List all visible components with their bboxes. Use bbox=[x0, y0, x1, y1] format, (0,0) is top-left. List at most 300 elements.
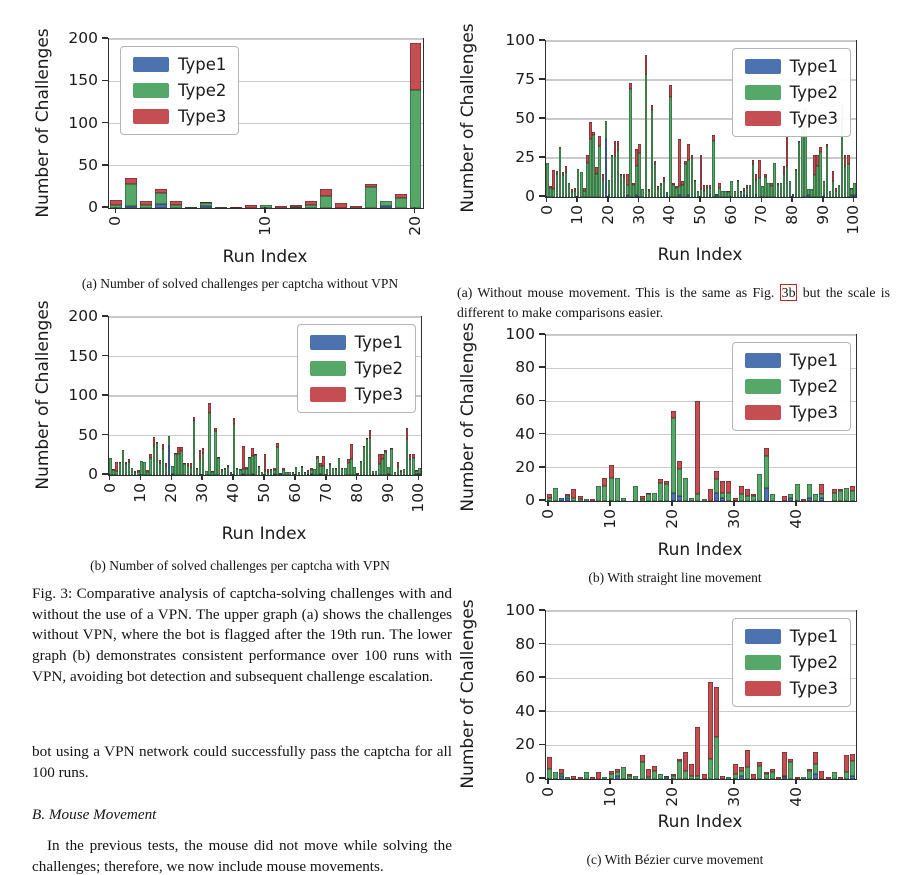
bar-segment-type2 bbox=[645, 74, 647, 197]
bar-segment-type3 bbox=[675, 186, 677, 188]
bar-segment-type3 bbox=[838, 777, 843, 779]
bar-segment-type3 bbox=[384, 450, 386, 452]
x-tick-label: 70 bbox=[752, 205, 771, 225]
x-tick-label: 90 bbox=[813, 205, 832, 225]
figure-4a-caption-text-end: but the scale is different to make comparisons easier. bbox=[457, 285, 891, 320]
bar-segment-type2 bbox=[823, 181, 825, 195]
bar-segment-type3 bbox=[208, 403, 210, 412]
bar-segment-type2 bbox=[853, 183, 855, 195]
bar-segment-type2 bbox=[764, 456, 769, 488]
x-tick-mark bbox=[853, 196, 855, 202]
bar-segment-type2 bbox=[702, 499, 707, 501]
x-axis-label: Run Index bbox=[221, 524, 307, 544]
bar-segment-type3 bbox=[590, 777, 595, 779]
bar-segment-type3 bbox=[737, 180, 739, 182]
bar-segment-type3 bbox=[669, 85, 671, 97]
x-axis-label: Run Index bbox=[657, 540, 743, 560]
bar-segment-type3 bbox=[598, 136, 600, 145]
y-tick-label: 100 bbox=[505, 601, 535, 619]
bar-segment-type3 bbox=[149, 454, 151, 458]
bar-segment-type3 bbox=[739, 486, 744, 494]
legend-swatch-type1 bbox=[745, 59, 781, 74]
bar-segment-type2 bbox=[285, 472, 287, 475]
legend-label: Type2 bbox=[354, 359, 403, 378]
gridline bbox=[546, 40, 856, 41]
x-tick-mark bbox=[669, 196, 671, 202]
legend-label: Type2 bbox=[789, 377, 838, 396]
bar-segment-type3 bbox=[589, 122, 591, 139]
bar-segment-type2 bbox=[384, 452, 386, 475]
bar-segment-type3 bbox=[329, 463, 331, 465]
bar-segment-type3 bbox=[819, 147, 821, 152]
bar-segment-type3 bbox=[609, 465, 614, 478]
bar-segment-type3 bbox=[850, 486, 855, 491]
bar-segment-type1 bbox=[372, 474, 374, 475]
figure-4a-caption bbox=[457, 283, 890, 323]
bar-segment-type3 bbox=[847, 155, 849, 164]
y-tick-label: 100 bbox=[68, 386, 98, 404]
bar-segment-type2 bbox=[305, 205, 317, 208]
bar-segment-type1 bbox=[850, 776, 855, 779]
bar-segment-type2 bbox=[180, 451, 182, 475]
bar-segment-type2 bbox=[780, 183, 782, 197]
bar-segment-type3 bbox=[677, 461, 682, 469]
bar-segment-type2 bbox=[410, 90, 422, 208]
paragraph-vpn-continuation: bot using a VPN network could successfully pass the captcha for all 100 runs. bbox=[32, 743, 452, 781]
y-tick-label: 100 bbox=[505, 31, 535, 49]
legend-swatch-type1 bbox=[745, 353, 781, 368]
bar-segment-type3 bbox=[211, 471, 213, 472]
bar-segment-type2 bbox=[829, 191, 831, 197]
bar-segment-type2 bbox=[739, 771, 744, 776]
x-tick-mark bbox=[638, 196, 640, 202]
y-tick-label: 150 bbox=[68, 346, 98, 365]
legend-swatch-type2 bbox=[745, 655, 781, 670]
bar-segment-type3 bbox=[562, 172, 564, 175]
bar-segment-type2 bbox=[807, 189, 809, 195]
bar-segment-type2 bbox=[153, 446, 155, 475]
legend-entry bbox=[745, 627, 838, 646]
bar-segment-type2 bbox=[617, 150, 619, 197]
x-tick-label: 20 bbox=[162, 483, 181, 503]
bar-segment-type3 bbox=[310, 468, 312, 470]
bar-segment-type3 bbox=[609, 771, 614, 774]
bar-segment-type2 bbox=[807, 771, 812, 779]
bar-segment-type1 bbox=[687, 195, 689, 197]
gridline bbox=[546, 334, 856, 335]
bar-segment-type3 bbox=[360, 461, 362, 462]
x-tick-label: 30 bbox=[725, 787, 744, 807]
bar-segment-type2 bbox=[615, 478, 620, 501]
bar-segment-type2 bbox=[409, 459, 411, 475]
y-tick-mark bbox=[102, 434, 108, 436]
x-tick-label: 90 bbox=[378, 483, 397, 503]
legend-swatch-type1 bbox=[310, 335, 346, 350]
x-tick-label: 20 bbox=[405, 216, 424, 236]
bar-segment-type1 bbox=[200, 206, 212, 208]
bar-segment-type3 bbox=[694, 180, 696, 182]
x-tick-mark bbox=[822, 196, 824, 202]
bar-segment-type2 bbox=[786, 166, 788, 197]
legend bbox=[732, 48, 851, 137]
bar-segment-type2 bbox=[270, 470, 272, 475]
bar-segment-type2 bbox=[675, 188, 677, 197]
bar-segment-type3 bbox=[547, 757, 552, 769]
bar-segment-type3 bbox=[832, 171, 834, 182]
bar-segment-type3 bbox=[254, 454, 256, 456]
legend-label: Type3 bbox=[178, 107, 227, 126]
bar-segment-type3 bbox=[764, 448, 769, 456]
bar-segment-type3 bbox=[671, 411, 676, 418]
bar-segment-type3 bbox=[267, 469, 269, 472]
x-tick-label: 30 bbox=[629, 205, 648, 225]
bar-segment-type3 bbox=[140, 201, 152, 204]
y-tick-label: 0 bbox=[525, 769, 535, 787]
bar-segment-type3 bbox=[193, 417, 195, 420]
bar-segment-type2 bbox=[832, 493, 837, 501]
y-tick-label: 100 bbox=[505, 325, 535, 343]
bar-segment-type3 bbox=[595, 167, 597, 173]
legend-entry bbox=[745, 83, 838, 102]
bar-segment-type3 bbox=[110, 200, 122, 206]
bar-segment-type3 bbox=[583, 188, 585, 191]
bar-segment-type1 bbox=[709, 195, 711, 197]
y-tick-mark bbox=[539, 643, 545, 645]
bar-segment-type2 bbox=[844, 772, 849, 779]
bar-segment-type3 bbox=[245, 205, 257, 208]
bar-segment-type2 bbox=[703, 191, 705, 197]
bar-segment-type3 bbox=[319, 463, 321, 466]
x-tick-label: 20 bbox=[663, 787, 682, 807]
bar-segment-type1 bbox=[746, 195, 748, 197]
bar-segment-type3 bbox=[664, 481, 669, 484]
figure-4b-chart-straight-line bbox=[455, 322, 895, 567]
x-tick-mark bbox=[356, 474, 358, 480]
bar-segment-type3 bbox=[341, 468, 343, 469]
figure-reference-3b[interactable]: 3b bbox=[781, 285, 796, 300]
bar-segment-type3 bbox=[282, 468, 284, 470]
x-tick-mark bbox=[730, 196, 732, 202]
bar-segment-type2 bbox=[208, 413, 210, 475]
bar-segment-type2 bbox=[764, 177, 766, 197]
bar-segment-type2 bbox=[838, 491, 843, 501]
y-tick-label: 20 bbox=[515, 735, 535, 754]
bar-segment-type3 bbox=[819, 771, 824, 779]
x-tick-mark bbox=[294, 474, 296, 480]
bar-segment-type2 bbox=[757, 766, 762, 779]
bar-segment-type2 bbox=[819, 494, 824, 497]
bar-segment-type2 bbox=[276, 447, 278, 475]
plot-area bbox=[545, 610, 857, 780]
bar-segment-type3 bbox=[275, 206, 287, 208]
bar-segment-type2 bbox=[155, 193, 167, 204]
bar-segment-type3 bbox=[795, 169, 797, 171]
x-tick-label: 0 bbox=[100, 483, 119, 493]
y-tick-label: 80 bbox=[515, 634, 535, 653]
bar-segment-type2 bbox=[245, 469, 247, 475]
bar-segment-type2 bbox=[689, 498, 694, 501]
bar-segment-type3 bbox=[807, 769, 812, 771]
x-tick-label: 40 bbox=[224, 483, 243, 503]
bar-segment-type3 bbox=[170, 201, 182, 204]
y-tick-label: 0 bbox=[525, 491, 535, 509]
bar-segment-type1 bbox=[739, 776, 744, 779]
y-axis-label: Number of Challenges bbox=[33, 27, 53, 218]
bar-segment-type3 bbox=[571, 776, 576, 779]
x-tick-mark bbox=[795, 778, 797, 784]
bar-segment-type3 bbox=[395, 194, 407, 198]
legend-entry bbox=[745, 377, 838, 396]
x-tick-label: 40 bbox=[660, 205, 679, 225]
bar-segment-type3 bbox=[652, 766, 657, 771]
bar-segment-type2 bbox=[621, 498, 626, 501]
x-tick-label: 10 bbox=[131, 483, 150, 503]
bar-segment-type3 bbox=[708, 682, 713, 759]
x-tick-mark bbox=[201, 474, 203, 480]
bar-segment-type3 bbox=[187, 463, 189, 465]
x-tick-label: 10 bbox=[568, 205, 587, 225]
bar-segment-type3 bbox=[397, 462, 399, 468]
bar-segment-type3 bbox=[782, 496, 787, 501]
bar-segment-type2 bbox=[174, 454, 176, 475]
x-tick-label: 70 bbox=[316, 483, 335, 503]
bar-segment-type3 bbox=[592, 132, 594, 135]
bar-segment-type3 bbox=[242, 446, 244, 470]
bar-segment-type2 bbox=[660, 185, 662, 197]
x-tick-label: 30 bbox=[193, 483, 212, 503]
legend-swatch-type3 bbox=[745, 405, 781, 420]
bar-segment-type3 bbox=[180, 447, 182, 452]
bar-segment-type2 bbox=[658, 483, 663, 501]
y-tick-label: 0 bbox=[525, 187, 535, 205]
legend-swatch-type2 bbox=[745, 85, 781, 100]
bar-segment-type3 bbox=[365, 184, 377, 187]
bar-segment-type2 bbox=[658, 774, 663, 779]
bar-segment-type3 bbox=[681, 181, 683, 184]
bar-segment-type2 bbox=[730, 181, 732, 197]
figure-4a-caption-text: (a) Without mouse movement. This is the same as Fig. bbox=[457, 285, 780, 300]
bar-segment-type2 bbox=[788, 762, 793, 779]
bar-segment-type3 bbox=[751, 494, 756, 496]
y-tick-mark bbox=[539, 117, 545, 119]
bar-segment-type2 bbox=[381, 459, 383, 475]
y-tick-label: 80 bbox=[515, 358, 535, 377]
bar-segment-type2 bbox=[168, 436, 170, 445]
bar-segment-type3 bbox=[202, 448, 204, 453]
bar-segment-type3 bbox=[174, 453, 176, 454]
x-axis-label: Run Index bbox=[657, 812, 743, 832]
x-tick-label: 10 bbox=[601, 509, 620, 529]
bar-segment-type3 bbox=[712, 135, 714, 141]
bar-segment-type1 bbox=[307, 474, 309, 475]
bar-segment-type1 bbox=[715, 195, 717, 197]
x-tick-mark bbox=[546, 196, 548, 202]
bar-segment-type3 bbox=[578, 496, 583, 499]
bar-segment-type3 bbox=[770, 769, 775, 772]
figure-4a-chart-no-mouse bbox=[455, 0, 895, 275]
bar-segment-type3 bbox=[752, 160, 754, 165]
y-tick-label: 200 bbox=[68, 307, 98, 325]
bar-segment-type2 bbox=[258, 467, 260, 475]
paragraph-mouse-movement: In the previous tests, the mouse did not move while solving the challenges; therefore, we now include mouse movements. bbox=[32, 837, 452, 875]
bar-segment-type2 bbox=[119, 463, 121, 475]
bar-segment-type3 bbox=[640, 755, 645, 762]
x-tick-mark bbox=[387, 474, 389, 480]
bar-segment-type2 bbox=[826, 146, 828, 197]
bar-segment-type3 bbox=[200, 202, 212, 203]
bar-segment-type3 bbox=[776, 777, 781, 779]
y-tick-mark bbox=[102, 394, 108, 396]
bar-segment-type2 bbox=[565, 777, 570, 779]
bar-segment-type3 bbox=[233, 418, 235, 424]
bar-segment-type2 bbox=[288, 472, 290, 475]
bar-segment-type3 bbox=[638, 144, 640, 153]
bar-segment-type2 bbox=[835, 191, 837, 197]
legend-entry bbox=[133, 81, 226, 100]
bar-segment-type3 bbox=[683, 752, 688, 770]
bar-segment-type3 bbox=[245, 467, 247, 469]
bar-segment-type3 bbox=[819, 484, 824, 494]
x-tick-mark bbox=[547, 500, 549, 506]
bar-segment-type2 bbox=[813, 764, 818, 774]
bar-segment-type3 bbox=[663, 177, 665, 182]
legend-entry bbox=[310, 385, 403, 404]
y-tick-mark bbox=[539, 777, 545, 779]
bar-segment-type3 bbox=[590, 499, 595, 501]
bar-segment-type2 bbox=[589, 139, 591, 197]
bar-segment-type2 bbox=[681, 185, 683, 197]
bar-segment-type2 bbox=[807, 484, 812, 497]
x-tick-mark bbox=[791, 196, 793, 202]
bar-segment-type3 bbox=[640, 496, 645, 499]
bar-segment-type3 bbox=[301, 466, 303, 467]
bar-segment-type3 bbox=[672, 183, 674, 185]
bar-segment-type3 bbox=[574, 188, 576, 191]
legend-entry bbox=[133, 107, 226, 126]
bar-segment-type2 bbox=[162, 449, 164, 475]
bar-segment-type2 bbox=[632, 185, 634, 197]
bar-segment-type2 bbox=[671, 418, 676, 493]
bar-segment-type2 bbox=[844, 488, 849, 501]
bar-segment-type3 bbox=[556, 171, 558, 174]
bar-segment-type1 bbox=[720, 498, 725, 501]
bar-segment-type2 bbox=[751, 496, 756, 501]
bar-segment-type2 bbox=[128, 462, 130, 475]
y-tick-label: 75 bbox=[515, 70, 535, 88]
bar-segment-type2 bbox=[584, 499, 589, 501]
legend-label: Type3 bbox=[354, 385, 403, 404]
bar-segment-type2 bbox=[559, 774, 564, 776]
bar-segment-type1 bbox=[764, 488, 769, 501]
bar-segment-type3 bbox=[196, 468, 198, 469]
bar-segment-type3 bbox=[369, 430, 371, 438]
bar-segment-type2 bbox=[714, 737, 719, 779]
bar-segment-type3 bbox=[832, 489, 837, 492]
bar-segment-type3 bbox=[165, 463, 167, 466]
bar-segment-type2 bbox=[596, 486, 601, 501]
gridline bbox=[109, 435, 421, 436]
x-tick-label: 100 bbox=[409, 483, 428, 513]
bar-segment-type1 bbox=[677, 496, 682, 501]
bar-segment-type3 bbox=[826, 144, 828, 146]
bar-segment-type3 bbox=[611, 155, 613, 157]
y-tick-mark bbox=[539, 195, 545, 197]
legend bbox=[297, 324, 416, 413]
bar-segment-type3 bbox=[390, 448, 392, 449]
bar-segment-type3 bbox=[350, 206, 362, 208]
bar-segment-type1 bbox=[380, 206, 392, 208]
y-tick-label: 0 bbox=[88, 198, 98, 216]
bar-segment-type2 bbox=[850, 761, 855, 776]
bar-segment-type2 bbox=[320, 196, 332, 208]
x-tick-label: 20 bbox=[598, 205, 617, 225]
x-tick-mark bbox=[761, 196, 763, 202]
y-axis-label: Number of Challenges bbox=[458, 23, 478, 213]
y-tick-label: 40 bbox=[515, 701, 535, 720]
bar-segment-type2 bbox=[298, 472, 300, 475]
x-tick-label: 10 bbox=[601, 787, 620, 807]
bar-segment-type3 bbox=[671, 774, 676, 776]
y-tick-mark bbox=[539, 744, 545, 746]
legend-label: Type1 bbox=[178, 55, 227, 74]
bar-segment-type1 bbox=[565, 498, 570, 501]
bar-segment-type3 bbox=[378, 454, 380, 464]
x-tick-mark bbox=[609, 778, 611, 784]
bar-segment-type2 bbox=[310, 470, 312, 474]
bar-segment-type2 bbox=[112, 470, 114, 475]
legend-label: Type2 bbox=[178, 81, 227, 100]
bar-segment-type3 bbox=[565, 494, 570, 496]
legend bbox=[120, 46, 239, 135]
bar-segment-type2 bbox=[143, 462, 145, 475]
legend-entry bbox=[745, 403, 838, 422]
figure-3b-caption: (b) Number of solved challenges per captcha with VPN bbox=[90, 558, 390, 573]
legend-label: Type2 bbox=[789, 653, 838, 672]
bar-segment-type2 bbox=[125, 184, 137, 206]
bar-segment-type1 bbox=[319, 474, 321, 475]
bar-segment-type2 bbox=[850, 491, 855, 501]
bar-segment-type2 bbox=[609, 478, 614, 501]
bar-segment-type2 bbox=[205, 471, 207, 475]
bar-segment-type2 bbox=[595, 174, 597, 197]
bar-segment-type2 bbox=[122, 450, 124, 475]
bar-segment-type3 bbox=[691, 155, 693, 158]
bar-segment-type1 bbox=[155, 204, 167, 208]
bar-segment-type3 bbox=[786, 136, 788, 166]
bar-segment-type3 bbox=[751, 774, 756, 779]
bar-segment-type2 bbox=[350, 459, 352, 475]
y-tick-label: 50 bbox=[78, 155, 98, 174]
bar-segment-type2 bbox=[726, 777, 731, 779]
bar-segment-type3 bbox=[764, 174, 766, 177]
bar-segment-type3 bbox=[835, 188, 837, 191]
bar-segment-type3 bbox=[758, 160, 760, 179]
x-tick-mark bbox=[109, 474, 111, 480]
bar-segment-type2 bbox=[664, 776, 669, 778]
bar-segment-type3 bbox=[156, 442, 158, 444]
legend-entry bbox=[133, 55, 226, 74]
bar-segment-type3 bbox=[363, 446, 365, 447]
figure-3a-chart-no-vpn bbox=[30, 0, 450, 272]
legend-swatch-type2 bbox=[310, 361, 346, 376]
x-tick-mark bbox=[140, 474, 142, 480]
bar-segment-type3 bbox=[629, 83, 631, 89]
bar-segment-type2 bbox=[187, 466, 189, 475]
bar-segment-type3 bbox=[782, 752, 787, 776]
y-tick-label: 20 bbox=[515, 457, 535, 476]
bar-segment-type2 bbox=[715, 194, 717, 196]
bar-segment-type2 bbox=[395, 198, 407, 208]
